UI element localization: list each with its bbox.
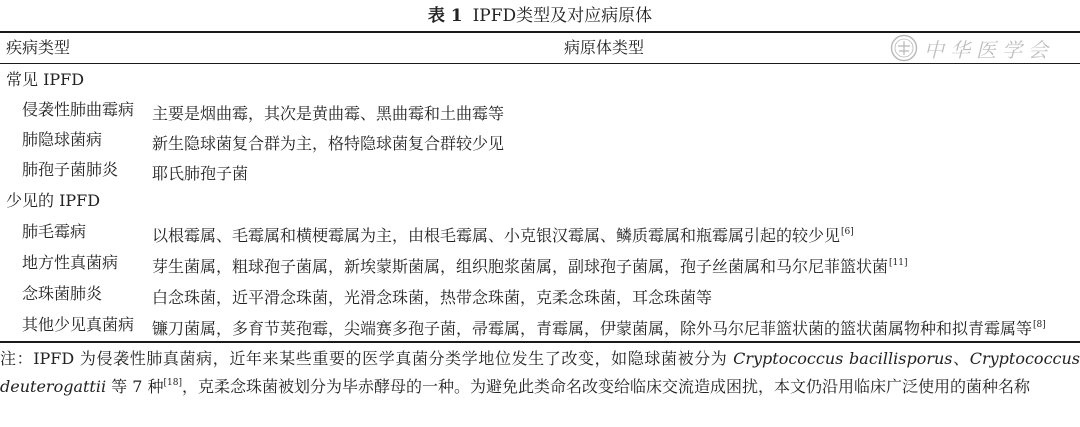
header-rule — [0, 63, 1080, 64]
disease-cell: 肺毛霉病 — [22, 222, 87, 241]
reference-marker: [18] — [163, 378, 183, 388]
disease-cell: 肺隐球菌病 — [22, 130, 103, 149]
pathogen-cell: 芽生菌属，粗球孢子菌属，新埃蒙斯菌属，组织胞浆菌属，副球孢子菌属，孢子丝菌属和马尔尼菲篮状菌[11] — [152, 257, 908, 276]
watermark — [890, 34, 1070, 62]
table-row — [0, 155, 1080, 185]
table-row — [0, 310, 1080, 340]
group-row-rare — [0, 186, 1080, 216]
reference-marker: [11] — [889, 258, 908, 268]
table-row — [0, 248, 1080, 278]
table-title: IPFD类型及对应病原体 — [472, 6, 653, 26]
bottom-rule — [0, 341, 1080, 343]
reference-marker: [6] — [841, 227, 854, 237]
table-caption — [0, 6, 1080, 26]
seal-icon — [890, 34, 918, 62]
pathogen-cell: 镰刀菌属，多育节荚孢霉，尖端赛多孢子菌，帚霉属，青霉属，伊蒙菌属，除外马尔尼菲篮状菌的篮状菌属物种和拟青霉属等[8] — [152, 319, 1046, 338]
pathogen-cell: 耶氏肺孢子菌 — [152, 164, 249, 183]
pathogen-cell: 以根霉属、毛霉属和横梗霉属为主，由根毛霉属、小克银汉霉属、鳞质霉属和瓶霉属引起的较少见[6] — [152, 226, 854, 245]
table-note: 注：IPFD 为侵袭性肺真菌病，近年来某些重要的医学真菌分类学地位发生了改变，如隐球菌被分为 Cryptococcus bacillisporus、Cryptococcus deuterogattii 等 7 种[18]，克柔念珠菌被划分为毕赤酵母的一种。为避免此类命名改变给临床交流造成困扰，本文仍沿用临床广泛使用的菌种名称 — [0, 349, 1080, 396]
table-row — [0, 125, 1080, 155]
species-name: Cryptococcus deuterogattii — [0, 349, 1080, 396]
group-row-common — [0, 65, 1080, 95]
watermark-text: 中华医学会 — [924, 37, 1054, 62]
top-rule — [0, 31, 1080, 33]
disease-cell: 肺孢子菌肺炎 — [22, 160, 119, 179]
header-pathogen: 病原体类型 — [564, 38, 645, 57]
reference-marker: [8] — [1033, 320, 1046, 330]
table-row — [0, 279, 1080, 309]
pathogen-cell: 白念珠菌，近平滑念珠菌，光滑念珠菌，热带念珠菌，克柔念珠菌，耳念珠菌等 — [152, 288, 713, 307]
pathogen-cell: 主要是烟曲霉，其次是黄曲霉、黑曲霉和土曲霉等 — [152, 104, 505, 123]
disease-cell: 侵袭性肺曲霉病 — [22, 100, 135, 119]
table-row — [0, 217, 1080, 247]
group-label: 常见 IPFD — [6, 70, 85, 89]
disease-cell: 地方性真菌病 — [22, 253, 119, 272]
pathogen-cell: 新生隐球菌复合群为主，格特隐球菌复合群较少见 — [152, 134, 505, 153]
species-name: Cryptococcus bacillisporus — [733, 349, 953, 368]
header-disease: 疾病类型 — [6, 38, 71, 57]
table-number: 表 1 — [427, 6, 463, 26]
disease-cell: 其他少见真菌病 — [22, 315, 135, 334]
table-row — [0, 95, 1080, 125]
group-label: 少见的 IPFD — [6, 191, 101, 210]
disease-cell: 念珠菌肺炎 — [22, 284, 103, 303]
